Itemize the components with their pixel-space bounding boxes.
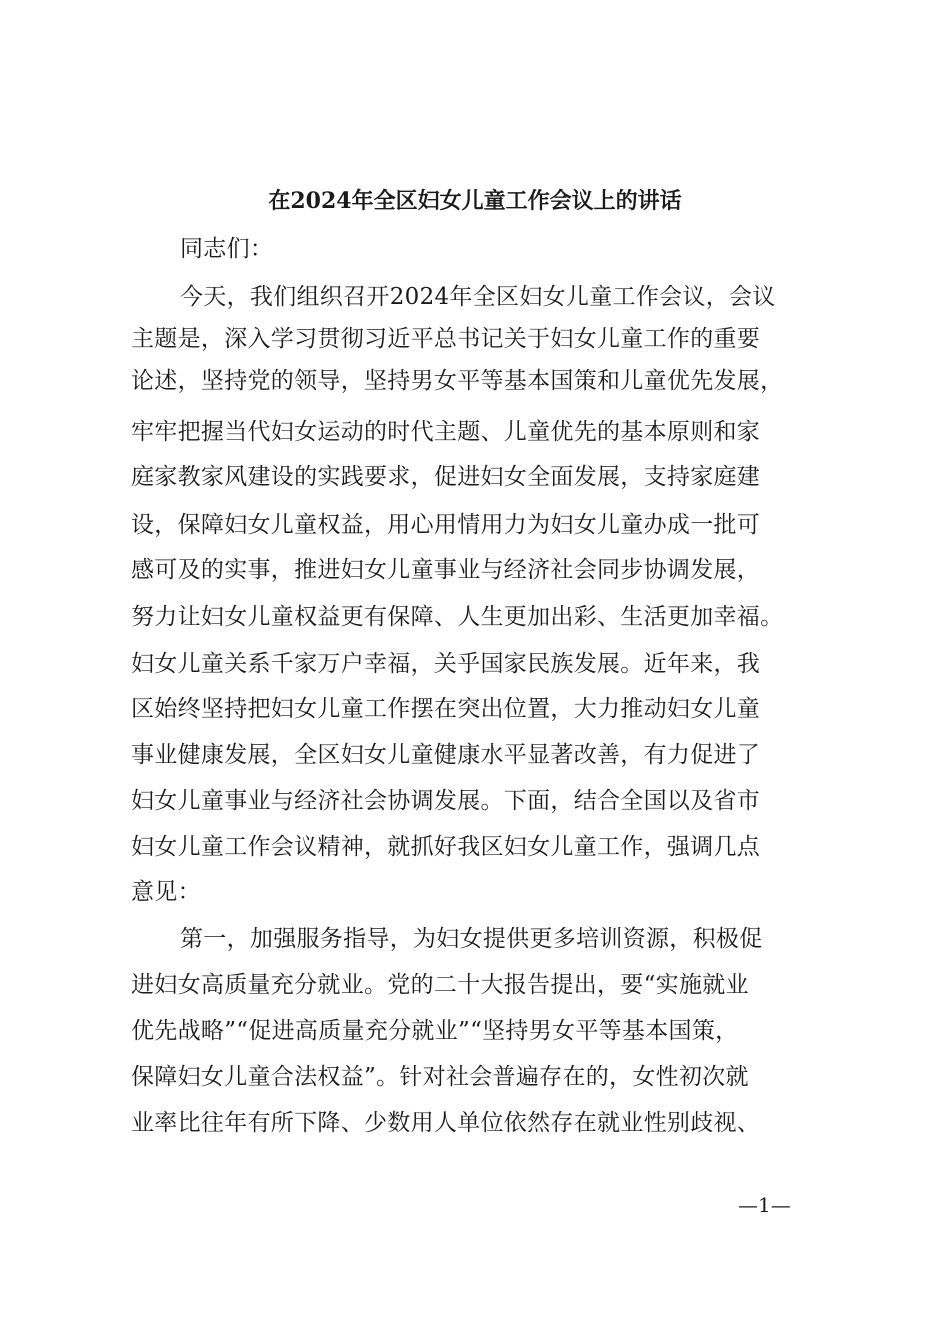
paragraph-line: 事业健康发展，全区妇女儿童健康水平显著改善，有力促进了: [131, 742, 761, 768]
document-title: 在2024年全区妇女儿童工作会议上的讲话: [268, 188, 682, 214]
paragraph-line: 妇女儿童关系千家万户幸福，关乎国家民族发展。近年来，我: [131, 651, 761, 677]
paragraph-line: 进妇女高质量充分就业。党的二十大报告提出，要“实施就业: [131, 972, 749, 998]
paragraph-line: 感可及的实事，推进妇女儿童事业与经济社会同步协调发展，: [131, 557, 761, 583]
paragraph-line: 牢牢把握当代妇女运动的时代主题、儿童优先的基本原则和家: [131, 419, 761, 445]
paragraph-line: 意见：: [131, 879, 201, 905]
paragraph-line: 业率比往年有所下降、少数用人单位依然存在就业性别歧视、: [131, 1110, 761, 1136]
salutation: 同志们：: [180, 236, 274, 262]
paragraph-line: 设，保障妇女儿童权益，用心用情用力为妇女儿童办成一批可: [131, 512, 761, 538]
paragraph-line: 今天，我们组织召开2024年全区妇女儿童工作会议，会议: [180, 284, 776, 310]
paragraph-line: 庭家教家风建设的实践要求，促进妇女全面发展，支持家庭建: [131, 464, 761, 490]
paragraph-line: 区始终坚持把妇女儿童工作摆在突出位置，大力推动妇女儿童: [131, 696, 761, 722]
paragraph-line: 保障妇女儿童合法权益”。针对社会普遍存在的，女性初次就: [131, 1064, 749, 1090]
paragraph-line: 妇女儿童工作会议精神，就抓好我区妇女儿童工作，强调几点: [131, 834, 761, 860]
paragraph-line: 努力让妇女儿童权益更有保障、人生更加出彩、生活更加幸福。: [131, 604, 784, 630]
paragraph-line: 第一，加强服务指导，为妇女提供更多培训资源，积极促: [180, 926, 763, 952]
page-number: —1—: [738, 1193, 791, 1217]
paragraph-line: 论述，坚持党的领导，坚持男女平等基本国策和儿童优先发展，: [131, 368, 784, 394]
paragraph-line: 优先战略”“促进高质量充分就业”“坚持男女平等基本国策，: [131, 1018, 739, 1044]
paragraph-line: 妇女儿童事业与经济社会协调发展。下面，结合全国以及省市: [131, 788, 761, 814]
paragraph-line: 主题是，深入学习贯彻习近平总书记关于妇女儿童工作的重要: [131, 326, 761, 352]
